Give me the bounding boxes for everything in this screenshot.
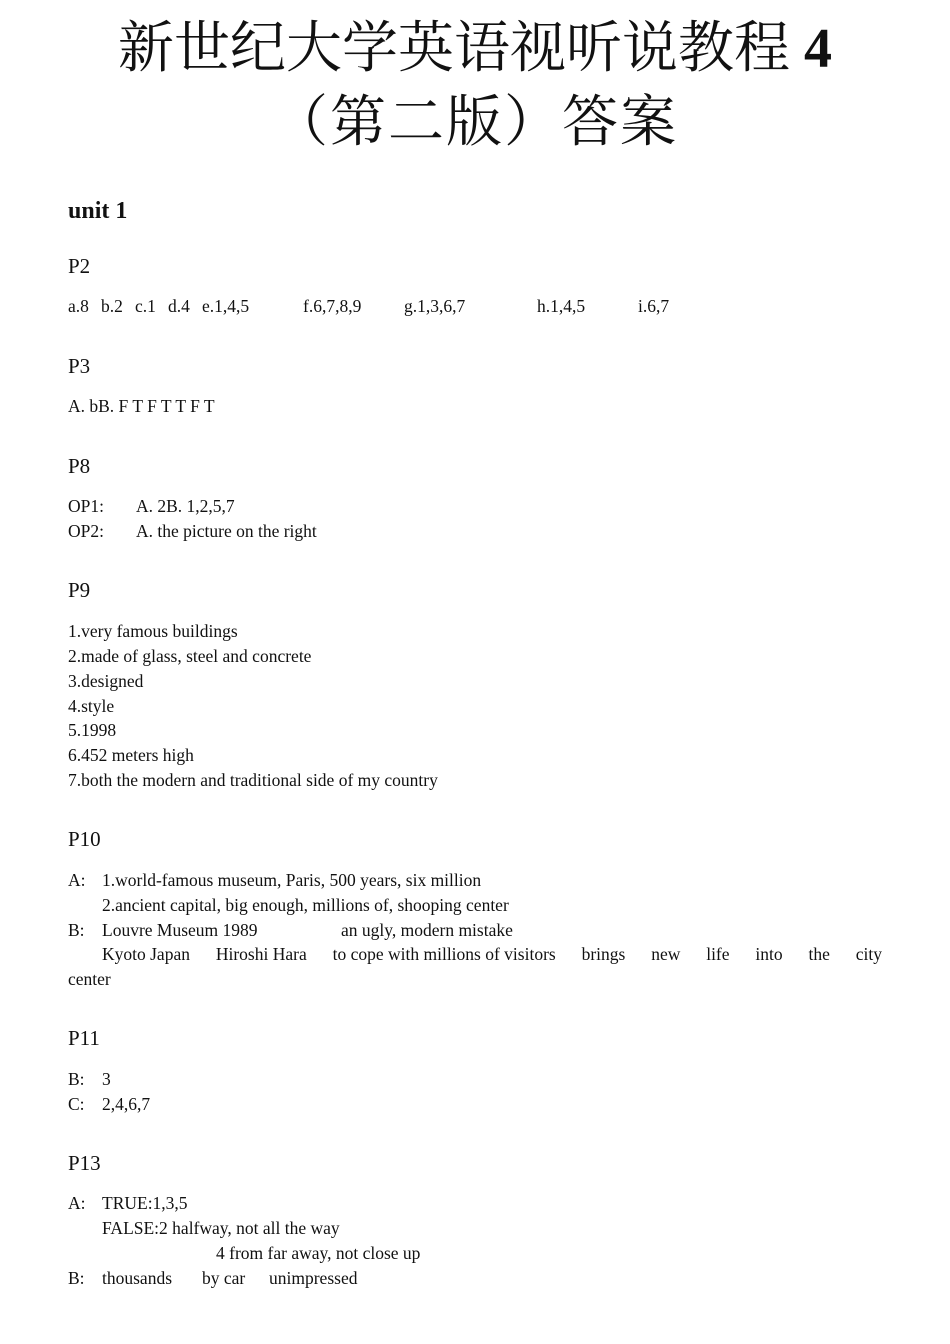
p10-word: the — [808, 944, 830, 964]
p10-answer-line: an ugly, modern mistake — [341, 920, 513, 940]
p10-answer-line: center — [68, 969, 111, 989]
section-heading-p13: P13 — [68, 1151, 101, 1175]
p13-part-a-label: A: — [68, 1193, 86, 1213]
section-heading-p8: P8 — [68, 454, 91, 478]
section-heading-p3: P3 — [68, 354, 91, 378]
p11-row-text: 3 — [102, 1069, 111, 1089]
p9-answer-line: 6.452 meters high — [68, 745, 194, 765]
p10-word: to cope with millions of visitors — [332, 944, 556, 964]
p9-answer-line: 7.both the modern and traditional side of my country — [68, 770, 438, 790]
p10-part-a-label: A: — [68, 870, 86, 890]
p2-answer: a.8 — [68, 296, 89, 316]
p2-answer: f.6,7,8,9 — [303, 296, 362, 316]
p11-row-text: 2,4,6,7 — [102, 1094, 151, 1114]
p9-answer-line: 1.very famous buildings — [68, 621, 238, 641]
title-chinese: 新世纪大学英语视听说教程 — [118, 18, 790, 80]
p2-answer: c.1 — [135, 296, 156, 316]
p2-answer: g.1,3,6,7 — [404, 296, 466, 316]
p10-word: Hiroshi Hara — [215, 944, 307, 964]
p2-answer: e.1,4,5 — [202, 296, 250, 316]
p10-word: brings — [581, 944, 626, 964]
p10-justified-line — [102, 944, 882, 965]
p9-answer-line: 3.designed — [68, 671, 144, 691]
p10-part-b-label: B: — [68, 920, 85, 940]
section-heading-p2: P2 — [68, 254, 91, 278]
p8-row-label: OP2: — [68, 521, 104, 541]
p13-part-b-label: B: — [68, 1268, 85, 1288]
p9-answer-line: 2.made of glass, steel and concrete — [68, 646, 312, 666]
title-volume-number: 4 — [804, 18, 832, 80]
p13-answer-line: 4 from far away, not close up — [216, 1243, 421, 1263]
p8-row-text: A. the picture on the right — [136, 521, 317, 541]
p10-word: Kyoto Japan — [102, 944, 190, 964]
document-title-line-2: （第二版）答案 — [272, 92, 678, 154]
p8-row-label: OP1: — [68, 496, 104, 516]
p10-word: life — [706, 944, 730, 964]
p13-answer-word: by car — [202, 1268, 246, 1288]
section-heading-p9: P9 — [68, 578, 91, 602]
p10-word: city — [855, 944, 882, 964]
p9-answer-line: 5.1998 — [68, 720, 117, 740]
p2-answer: h.1,4,5 — [537, 296, 586, 316]
p10-word: into — [755, 944, 783, 964]
p13-answer-word: thousands — [102, 1268, 172, 1288]
section-heading-p10: P10 — [68, 827, 101, 851]
p2-answer: i.6,7 — [638, 296, 670, 316]
p11-row-label: B: — [68, 1069, 85, 1089]
section-heading-p11: P11 — [68, 1026, 100, 1050]
p2-answer: d.4 — [168, 296, 190, 316]
p10-answer-line: Louvre Museum 1989 — [102, 920, 258, 940]
p13-answer-line: TRUE:1,3,5 — [102, 1193, 188, 1213]
p10-answer-line: 2.ancient capital, big enough, millions of, shooping center — [102, 895, 509, 915]
unit-heading: unit 1 — [68, 198, 128, 224]
p13-answer-word: unimpressed — [269, 1268, 358, 1288]
p10-answer-line: 1.world-famous museum, Paris, 500 years, six million — [102, 870, 482, 890]
p10-word: new — [651, 944, 681, 964]
p8-row-text: A. 2B. 1,2,5,7 — [136, 496, 235, 516]
p11-row-label: C: — [68, 1094, 85, 1114]
p9-answer-line: 4.style — [68, 696, 115, 716]
p2-answer: b.2 — [101, 296, 123, 316]
p3-answer-line: A. bB. F T F T T F T — [68, 396, 215, 416]
p13-answer-line: FALSE:2 halfway, not all the way — [102, 1218, 340, 1238]
document-title-line-1 — [0, 18, 950, 80]
